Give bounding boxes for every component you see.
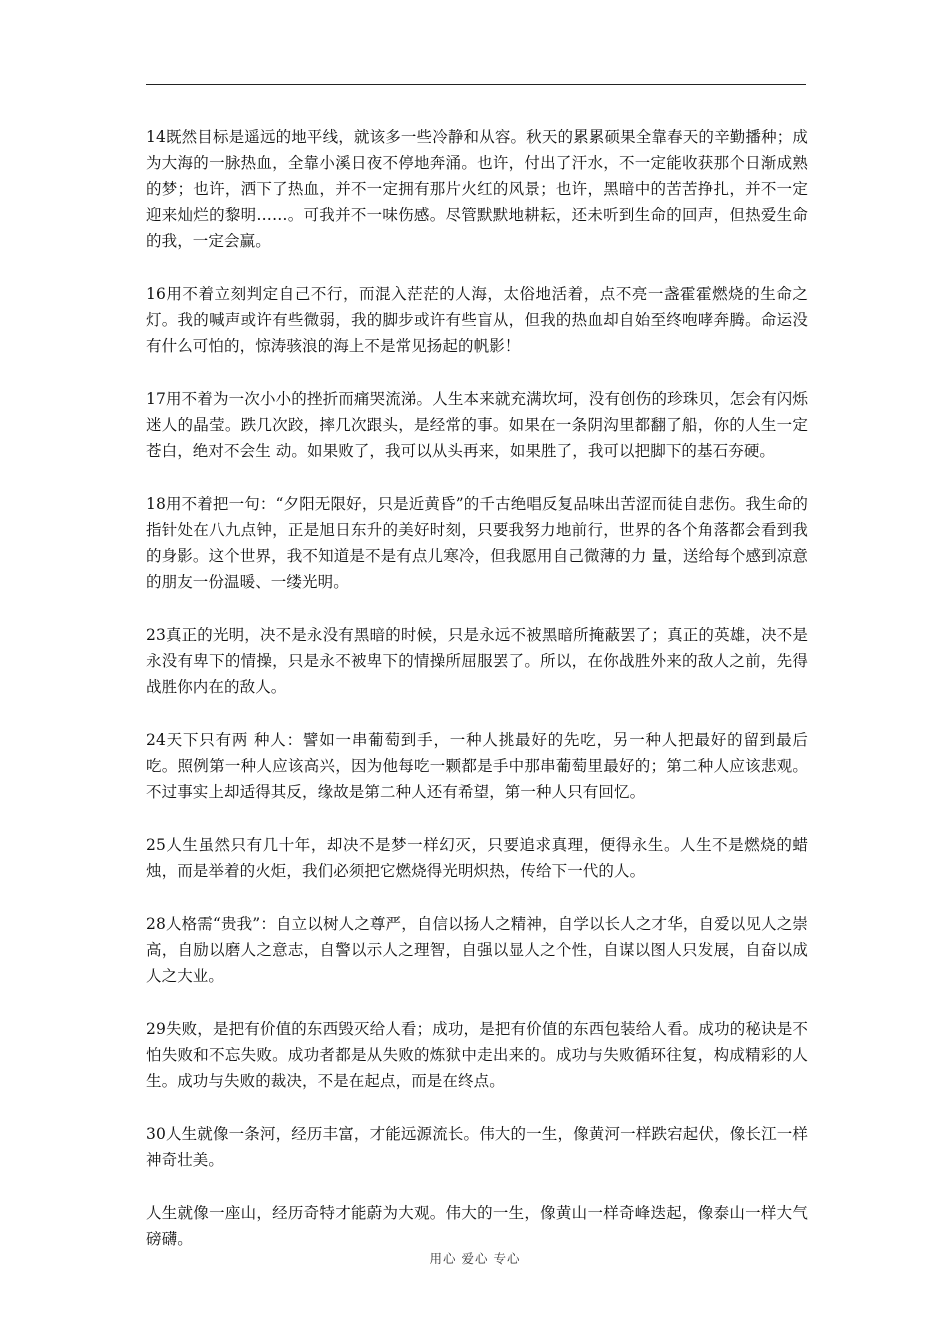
paragraph-29: 29失败，是把有价值的东西毁灭给人看；成功，是把有价值的东西包装给人看。成功的秘诀是不怕失败和不忘失败。成功者都是从失败的炼狱中走出来的。成功与失败循环往复，构成精彩的人生。成功与失败的裁决，不是在起点，而是在终点。 xyxy=(146,1020,808,1090)
paragraph-18: 18用不着把一句：“夕阳无限好，只是近黄昏”的千古绝唱反复品味出苦涩而徒自悲伤。我生命的指针处在八九点钟，正是旭日东升的美好时刻，只要我努力地前行，世界的各个角落都会看到我的身影。这个世界，我不知道是不是有点儿寒冷，但我愿用自己微薄的力 量，送给每个感到凉意的朋友一份温暖、一缕光明。 xyxy=(146,495,808,591)
paragraph-23: 23真正的光明，决不是永没有黑暗的时候，只是永远不被黑暗所掩蔽罢了；真正的英雄，决不是永没有卑下的情操，只是永不被卑下的情操所屈服罢了。所以，在你战胜外来的敌人之前，先得战胜你内在的敌人。 xyxy=(146,626,808,696)
header-rule xyxy=(146,84,806,85)
paragraph-14: 14既然目标是遥远的地平线，就该多一些冷静和从容。秋天的累累硕果全靠春天的辛勤播种；成为大海的一脉热血，全靠小溪日夜不停地奔涌。也许，付出了汗水，不一定能收获那个日渐成熟的梦；也许，洒下了热血，并不一定拥有那片火红的风景；也许，黑暗中的苦苦挣扎，并不一定迎来灿烂的黎明……。可我并不一味伤感。尽管默默地耕耘，还未听到生命的回声，但热爱生命的我，一定会赢。 xyxy=(146,128,808,250)
paragraph-mountain: 人生就像一座山，经历奇特才能蔚为大观。伟大的一生，像黄山一样奇峰迭起，像泰山一样大气磅礴。 xyxy=(146,1204,808,1248)
paragraph-24: 24天下只有两 种人：譬如一串葡萄到手，一种人挑最好的先吃，另一种人把最好的留到最后吃。照例第一种人应该高兴，因为他每吃一颗都是手中那串葡萄里最好的；第二种人应该悲观。不过事实上却适得其反，缘故是第二种人还有希望，第一种人只有回忆。 xyxy=(146,731,808,801)
paragraph-28: 28人格需“贵我”：自立以树人之尊严，自信以扬人之精神，自学以长人之才华，自爱以见人之崇高，自励以磨人之意志，自警以示人之理智，自强以显人之个性，自谋以图人只发展，自奋以成人之大业。 xyxy=(146,915,808,985)
paragraph-25: 25人生虽然只有几十年，却决不是梦一样幻灭，只要追求真理，便得永生。人生不是燃烧的蜡烛，而是举着的火炬，我们必须把它燃烧得光明炽热，传给下一代的人。 xyxy=(146,836,808,880)
paragraph-16: 16用不着立刻判定自己不行，而混入茫茫的人海，太俗地活着，点不亮一盏霍霍燃烧的生命之灯。我的喊声或许有些微弱，我的脚步或许有些盲从，但我的热血却自始至终咆哮奔腾。命运没有什么可怕的，惊涛骇浪的海上不是常见扬起的帆影！ xyxy=(146,285,808,355)
document-body xyxy=(146,124,808,1279)
page-footer: 用心 爱心 专心 xyxy=(429,1251,521,1266)
paragraph-30: 30人生就像一条河，经历丰富，才能远源流长。伟大的一生，像黄河一样跌宕起伏，像长江一样神奇壮美。 xyxy=(146,1125,808,1169)
paragraph-17: 17用不着为一次小小的挫折而痛哭流涕。人生本来就充满坎坷，没有创伤的珍珠贝，怎会有闪烁迷人的晶莹。跌几次跤，摔几次跟头，是经常的事。如果在一条阴沟里都翻了船，你的人生一定苍白，绝对不会生 动。如果败了，我可以从头再来，如果胜了，我可以把脚下的基石夯硬。 xyxy=(146,390,808,460)
